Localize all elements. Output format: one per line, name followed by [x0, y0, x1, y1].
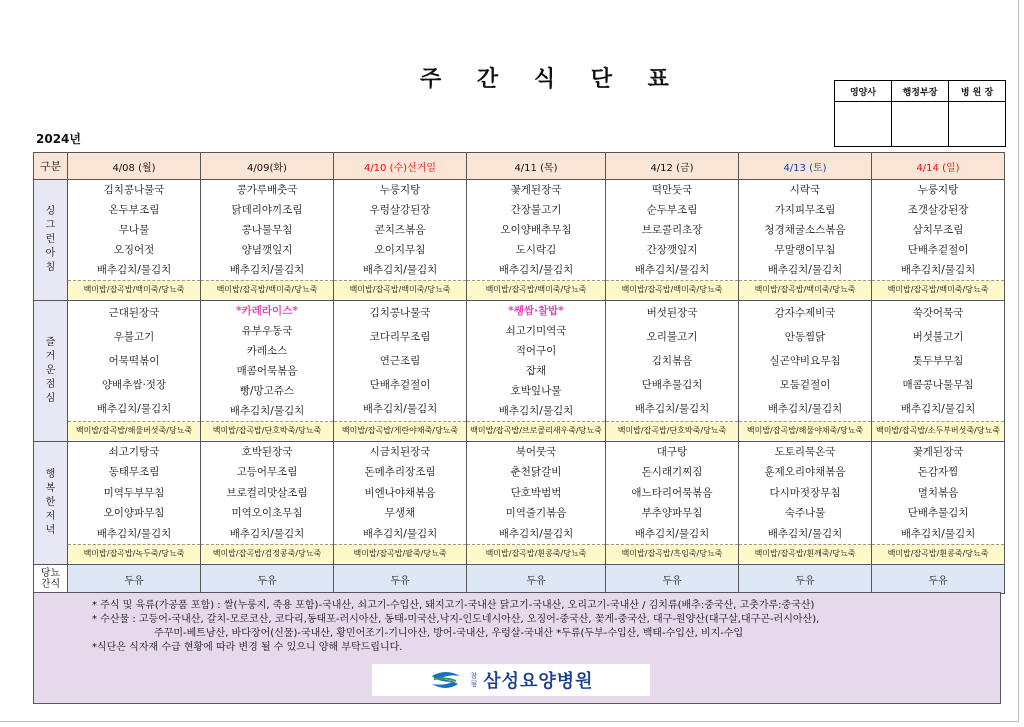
dish-item: 버섯된장국	[646, 307, 698, 319]
dish-item: 배추김치/물김치	[634, 527, 710, 540]
approval-sign-cell	[949, 102, 1006, 147]
dish-item: 근대된장국	[108, 307, 160, 319]
meal-row	[34, 180, 1005, 301]
dish-item: 동태무조림	[108, 466, 160, 479]
dish-item: 김치콩나물국	[369, 307, 431, 319]
dish-item: 김치콩나물국	[103, 184, 165, 196]
meal-cell	[739, 180, 872, 301]
dish-item: 콘치즈볶음	[374, 224, 426, 236]
dish-item: 간장깻잎지	[646, 244, 698, 256]
dish-item: 도시락김	[515, 244, 557, 256]
dish-item: 버섯불고기	[912, 331, 964, 343]
meal-cell	[467, 301, 606, 442]
rice-porridge-options: 백미밥/잡곡밥/백미죽/당뇨죽	[606, 280, 738, 299]
page-title: 주 간 식 단 표	[420, 67, 683, 92]
approval-dietitian: 영양사	[835, 81, 892, 102]
snack-cell: 두유	[201, 565, 334, 594]
day-header-6: 4/13 (토)	[739, 153, 872, 180]
day-header-1: 4/08 (월)	[68, 153, 201, 180]
rice-porridge-options: 백미밥/잡곡밥/백미죽/당뇨죽	[872, 280, 1004, 299]
dish-item: 유부우동국	[241, 325, 293, 337]
dish-item: 순두부조림	[646, 204, 698, 216]
dish-item: 연근조림	[379, 355, 421, 367]
dish-item: 청경채굴소스볶음	[764, 224, 846, 236]
dish-item: 배추김치/물김치	[900, 264, 976, 276]
snack-cell: 두유	[606, 565, 739, 594]
dish-item: 배추김치/물김치	[96, 527, 172, 540]
meal-cell	[606, 442, 739, 565]
dish-item: 배추김치/물김치	[767, 403, 843, 415]
dish-item: *쌩쌈·찰밥*	[508, 305, 564, 317]
dish-item: 배추김치/물김치	[767, 527, 843, 540]
rice-porridge-options: 백미밥/잡곡밥/검정콩죽/당뇨죽	[201, 544, 333, 563]
dish-item: 단배추물김치	[907, 507, 969, 520]
meal-cell	[606, 301, 739, 442]
dish-item: 춘천닭갈비	[510, 466, 562, 479]
dish-item: 실곤약비요무침	[769, 355, 841, 367]
weekly-menu-table	[33, 152, 1005, 594]
rice-porridge-options: 백미밥/잡곡밥/녹두죽/당뇨죽	[68, 544, 200, 563]
dish-item: 부추양파무침	[641, 507, 703, 520]
rice-porridge-options: 백미밥/잡곡밥/흰깨죽/당뇨죽	[739, 544, 871, 563]
dish-item: 호박된장국	[241, 446, 293, 458]
dish-item: 돈시래기찌짐	[641, 466, 703, 479]
dish-item: 콩나물무침	[241, 224, 293, 236]
day-header-5: 4/12 (금)	[606, 153, 739, 180]
logo-small-text: 참 됨	[470, 672, 478, 688]
meal-cell	[872, 301, 1005, 442]
dish-item: 감자수제비국	[774, 307, 836, 319]
dish-item: 콩가루배춧국	[236, 184, 298, 196]
dish-item: 호박잎나물	[510, 385, 562, 397]
meal-cell	[334, 180, 467, 301]
year-label: 2024년	[36, 132, 81, 146]
rice-porridge-options: 백미밥/잡곡밥/백미죽/당뇨죽	[467, 280, 605, 299]
dish-item: 간장불고기	[510, 204, 562, 216]
meal-cell	[201, 180, 334, 301]
dish-item: 양배추쌈·젓장	[101, 379, 167, 391]
meal-cell	[872, 180, 1005, 301]
note-line: * 주식 및 육류(가공품 포함) : 쌀(누룽지, 죽용 포함)-국내산, 쇠고기-수입산, 돼지고기-국내산 닭고기-국내산, 오리고기-국내산 / 김치류(배추:중국산, 고춧가루:중국산)	[92, 600, 815, 611]
rice-porridge-options: 백미밥/잡곡밥/팥죽/당뇨죽	[334, 544, 466, 563]
dish-item: 배추김치/물김치	[498, 405, 574, 417]
day-header-2: 4/09(화)	[201, 153, 334, 180]
snack-label: 당뇨 간식	[34, 565, 68, 594]
meal-cell	[201, 442, 334, 565]
rice-porridge-options: 백미밥/잡곡밥/백미죽/당뇨죽	[334, 280, 466, 299]
dish-item: 돈감자찜	[917, 466, 959, 479]
dish-item: 단배추겉절이	[907, 244, 969, 256]
dish-item: 배추김치/물김치	[498, 527, 574, 540]
dish-item: 떡만둣국	[651, 184, 693, 196]
dish-item: 누룽지탕	[379, 184, 421, 196]
rice-porridge-options: 백미밥/잡곡밥/해물버섯죽/당뇨죽	[68, 421, 200, 440]
dish-item: 김치볶음	[651, 355, 693, 367]
dish-item: 쇠고기미역국	[505, 325, 567, 337]
rice-porridge-options: 백미밥/잡곡밥/단호박죽/당뇨죽	[606, 421, 738, 440]
meal-cell	[467, 180, 606, 301]
snack-cell: 두유	[334, 565, 467, 594]
note-line: *식단은 식자재 수급 현황에 따라 변경 될 수 있으니 양해 부탁드립니다.	[92, 642, 403, 653]
day-header-3: 4/10 (수)선거일	[334, 153, 467, 180]
meal-row	[34, 442, 1005, 565]
rice-porridge-options: 백미밥/잡곡밥/흰콩죽/당뇨죽	[467, 544, 605, 563]
snack-cell: 두유	[739, 565, 872, 594]
dish-item: 우불고기	[113, 331, 155, 343]
meal-cell	[68, 442, 201, 565]
rice-porridge-options: 백미밥/잡곡밥/게란야채죽/당뇨죽	[334, 421, 466, 440]
dish-item: 배추김치/물김치	[767, 264, 843, 276]
dish-item: 시락국	[789, 184, 821, 196]
note-line: * 수산물 : 고등어-국내산, 갈치-모로코산, 코다리,동태포-러시아산, 동태-미국산,낙지-인도네시아산, 오징어-중국산, 꽃게-중국산, 대구-원양산(대구살,대구곤-러시아산),	[92, 614, 820, 625]
meal-cell	[334, 301, 467, 442]
meal-row	[34, 301, 1005, 442]
dish-item: 꽃게된장국	[912, 446, 964, 458]
day-header-row	[34, 153, 1005, 180]
meal-cell	[68, 180, 201, 301]
dish-item: 돈메추리장조림	[364, 466, 436, 479]
dish-item: 오이양파무침	[103, 507, 165, 520]
snack-cell: 두유	[68, 565, 201, 594]
dish-item: 조갯살강된장	[907, 204, 969, 216]
dish-item: 삼치무조림	[912, 224, 964, 236]
dish-item: 무생채	[384, 507, 416, 520]
dish-item: 코다리무조림	[369, 331, 431, 343]
dish-item: 잡채	[525, 365, 547, 377]
header-label: 구분	[34, 153, 68, 180]
dish-item: 배추김치/물김치	[362, 264, 438, 276]
dish-item: 비엔나야채볶음	[364, 486, 436, 499]
day-header-4: 4/11 (목)	[467, 153, 606, 180]
dish-item: 오리불고기	[646, 331, 698, 343]
dish-item: 배추김치/물김치	[362, 527, 438, 540]
rice-porridge-options: 백미밥/잡곡밥/흑임죽/당뇨죽	[606, 544, 738, 563]
dish-item: 훈제오리야채볶음	[764, 466, 846, 479]
dish-item: 단배추물김치	[641, 379, 703, 391]
meal-cell	[467, 442, 606, 565]
dish-item: 안동찜닭	[784, 331, 826, 343]
approval-sign-cell	[892, 102, 949, 147]
rice-porridge-options: 백미밥/잡곡밥/해물야채죽/당뇨죽	[739, 421, 871, 440]
meal-cell	[201, 301, 334, 442]
dish-item: 배추김치/물김치	[498, 264, 574, 276]
dish-item: 온두부조림	[108, 204, 160, 216]
dish-item: 빵/망고쥬스	[239, 385, 295, 397]
dish-item: 쇠고기탕국	[108, 446, 160, 458]
meal-cell	[334, 442, 467, 565]
dish-item: 꽃게된장국	[510, 184, 562, 196]
dish-item: 단호박범벅	[510, 486, 562, 499]
dish-item: 닭데리야끼조림	[231, 204, 303, 216]
dish-item: 매콤어묵볶음	[236, 365, 298, 377]
dish-item: 시금치된장국	[369, 446, 431, 458]
dish-item: 미역오이초무침	[231, 507, 303, 520]
snack-cell: 두유	[872, 565, 1005, 594]
dish-item: 배추김치/물김치	[634, 403, 710, 415]
meal-cell	[68, 301, 201, 442]
dish-item: 카레소스	[246, 345, 288, 357]
approval-sign-cell	[835, 102, 892, 147]
rice-porridge-options: 백미밥/잡곡밥/백미죽/당뇨죽	[201, 280, 333, 299]
meal-name: 행 복 한 저 녁	[34, 442, 68, 565]
dish-item: 어묵떡볶이	[108, 355, 160, 367]
dish-item: 배추김치/물김치	[96, 264, 172, 276]
dish-item: 미역두부무침	[103, 486, 165, 499]
meal-cell	[606, 180, 739, 301]
dish-item: 배추김치/물김치	[362, 403, 438, 415]
dish-item: 배추김치/물김치	[900, 527, 976, 540]
dish-item: 대구탕	[656, 446, 688, 458]
dish-item: 미역줄기볶음	[505, 507, 567, 520]
approval-box	[834, 80, 1006, 147]
snack-cell: 두유	[467, 565, 606, 594]
dish-item: 오이지무침	[374, 244, 426, 256]
dish-item: 배추김치/물김치	[229, 264, 305, 276]
rice-porridge-options: 백미밥/잡곡밥/브로콜리새우죽/당뇨죽	[467, 421, 605, 440]
dish-item: 무나물	[118, 224, 150, 236]
dish-item: 적어구이	[515, 345, 557, 357]
dish-item: 브로콜리초장	[641, 224, 703, 236]
dish-item: 고등어무조림	[236, 466, 298, 479]
dish-item: *카레라이스*	[236, 305, 298, 317]
dish-item: 우렁살강된장	[369, 204, 431, 216]
dish-item: 쑥갓어묵국	[912, 307, 964, 319]
snack-row	[34, 565, 1005, 594]
hospital-logo	[372, 664, 650, 696]
meal-cell	[739, 301, 872, 442]
dish-item: 모둠겉절이	[779, 379, 831, 391]
rice-porridge-options: 백미밥/잡곡밥/백미죽/당뇨죽	[739, 280, 871, 299]
approval-admin: 행정부장	[892, 81, 949, 102]
dish-item: 배추김치/물김치	[900, 403, 976, 415]
rice-porridge-options: 백미밥/잡곡밥/소두부버섯죽/당뇨죽	[872, 421, 1004, 440]
rice-porridge-options: 백미밥/잡곡밥/단호박죽/당뇨죽	[201, 421, 333, 440]
dish-item: 배추김치/물김치	[229, 405, 305, 417]
dish-item: 가지피무조림	[774, 204, 836, 216]
dish-item: 브로컬리맛살조림	[226, 486, 308, 499]
approval-director: 병 원 장	[949, 81, 1006, 102]
dish-item: 배추김치/물김치	[96, 403, 172, 415]
dish-item: 배추김치/물김치	[634, 264, 710, 276]
dish-item: 도토리묵온국	[774, 446, 836, 458]
hospital-logo-icon	[428, 670, 464, 690]
rice-porridge-options: 백미밥/잡곡밥/백미죽/당뇨죽	[68, 280, 200, 299]
meal-name: 즐 거 운 점 심	[34, 301, 68, 442]
dish-item: 애느타리어묵볶음	[631, 486, 713, 499]
note-line: 주꾸미-베트남산, 바다장어(신물)-국내산, 황민어조기-기니아산, 방어-국내산, 우렁살-국내산 *두류(두부-수입산, 백태-수입산, 비지-수입	[154, 628, 744, 639]
day-header-7: 4/14 (일)	[872, 153, 1005, 180]
meal-name: 싱 그 런 아 침	[34, 180, 68, 301]
dish-item: 멸치볶음	[917, 486, 959, 499]
hospital-name: 삼성요양병원	[483, 671, 594, 692]
dish-item: 누룽지탕	[917, 184, 959, 196]
meal-cell	[739, 442, 872, 565]
dish-item: 양념깻잎지	[241, 244, 293, 256]
dish-item: 톳두부무침	[912, 355, 964, 367]
dish-item: 오이양배추무침	[500, 224, 572, 236]
dish-item: 북어뭇국	[515, 446, 557, 458]
dish-item: 배추김치/물김치	[229, 527, 305, 540]
dish-item: 다시마젓장무침	[769, 486, 841, 499]
rice-porridge-options: 백미밥/잡곡밥/흰콩죽/당뇨죽	[872, 544, 1004, 563]
dish-item: 무말랭이무침	[774, 244, 836, 256]
dish-item: 매콤콩나물무침	[902, 379, 974, 391]
meal-cell	[872, 442, 1005, 565]
dish-item: 오징어젓	[113, 244, 155, 256]
dish-item: 숙주나물	[784, 507, 826, 520]
dish-item: 단배추겉절이	[369, 379, 431, 391]
